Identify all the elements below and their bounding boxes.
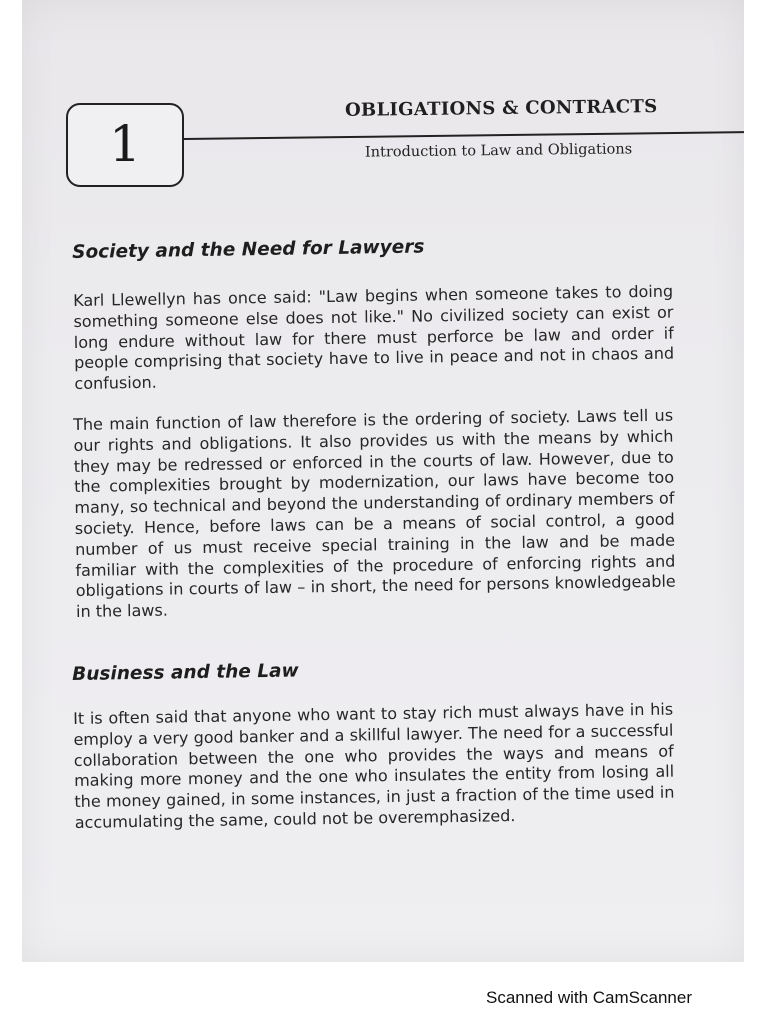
chapter-number-box	[66, 103, 184, 187]
chapter-title: OBLIGATIONS & CONTRACTS	[344, 96, 658, 121]
paragraph-business: It is often said that anyone who want to stay rich must always have in his employ a very good banker and a skillful lawyer. The need for a successful collaboration between the one who provides the ways and means of making more money and the one who insulates the entity from losing all the money gained, in some instances, in just a fraction of the time used in accumulating the same, could not be overemphasized.	[73, 699, 675, 832]
chapter-subtitle: Introduction to Law and Obligations	[364, 141, 633, 161]
section-heading-business: Business and the Law	[72, 660, 299, 685]
camscanner-watermark: Scanned with CamScanner	[485, 988, 692, 1007]
paragraph-function-of-law: The main function of law therefore is the ordering of society. Laws tell us our rights and obligations. It also provides us with the means by which they may be redressed or enforced in the courts of law. However, due to the complexities brought by modernization, our laws have become too many, so technical and beyond the understanding of ordinary members of society. Hence, before laws can be a means of social control, a good number of us must receive special training in the law and be made familiar with the complexities of the procedure of enforcing rights and obligations in courts of law – in short, the need for persons knowledgeable in the laws.	[73, 405, 676, 622]
section-heading-society: Society and the Need for Lawyers	[72, 236, 425, 263]
paragraph-llewellyn: Karl Llewellyn has once said: "Law begins when someone takes to doing something someone else does not like." No civilized society can exist or long endure without law for there must perforce be law and order if people comprising that society have to live in peace and not in chaos and confusion.	[73, 281, 675, 394]
chapter-number: 1	[109, 115, 141, 173]
